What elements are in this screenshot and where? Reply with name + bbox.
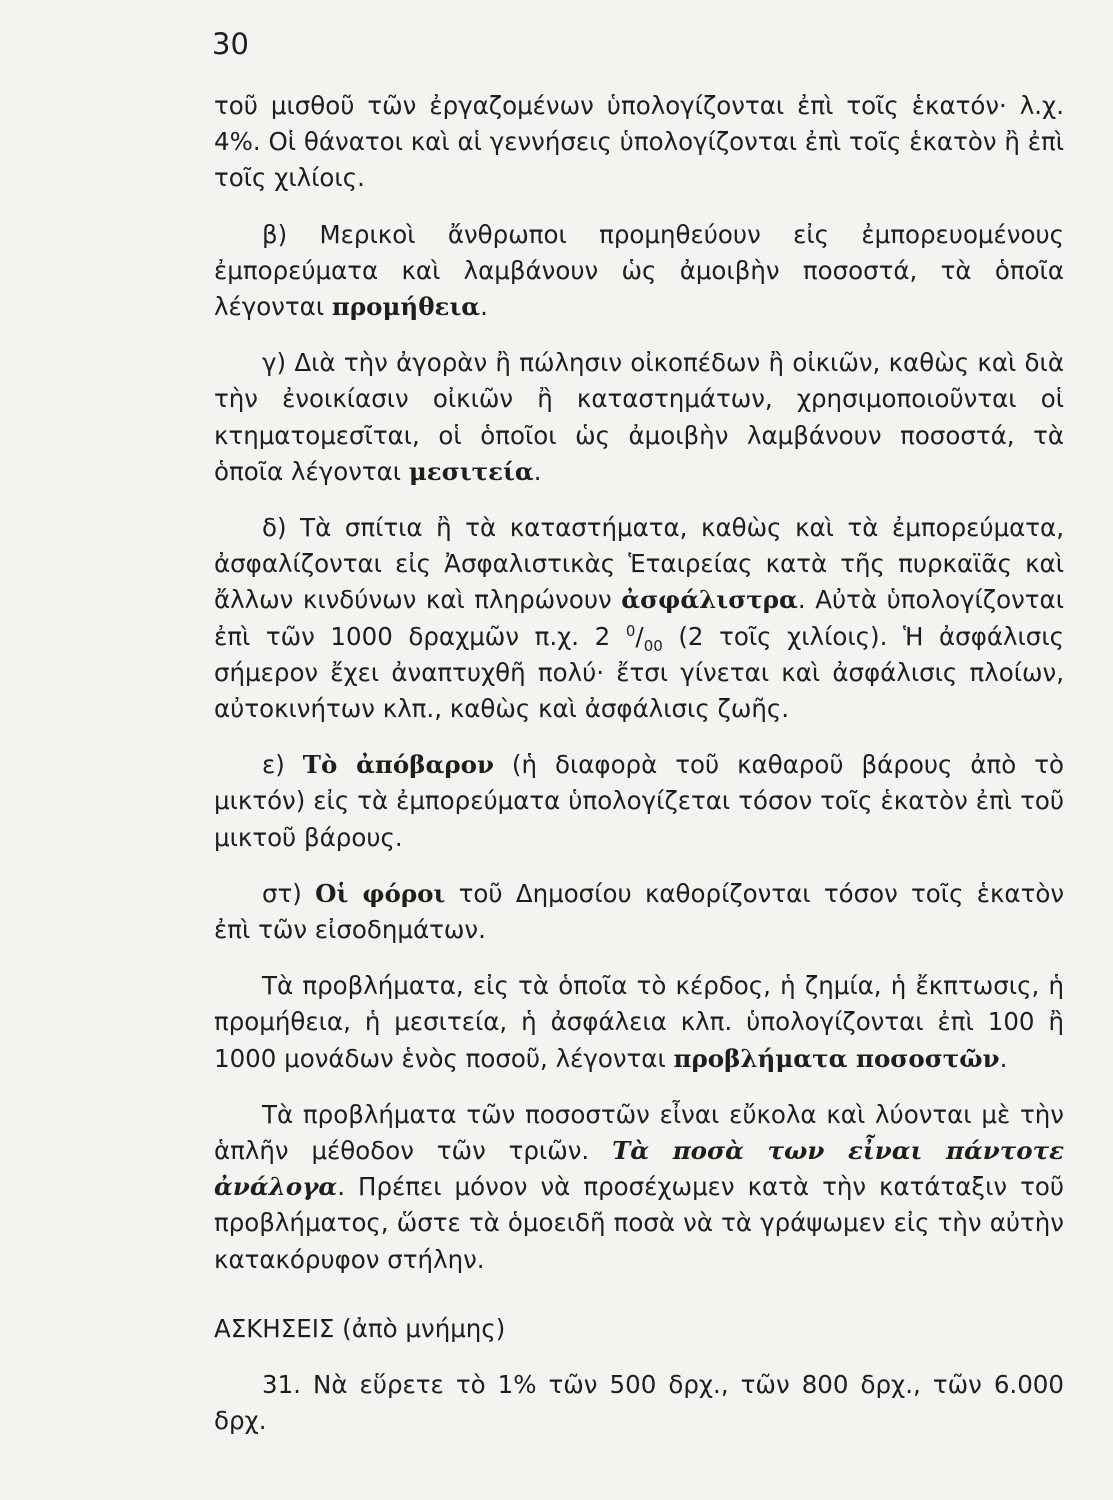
permille-sub: 00 [643, 636, 663, 655]
paragraph-e [214, 747, 1064, 856]
paragraph-d [214, 510, 1064, 727]
permille-slash: / [635, 621, 644, 651]
paragraph-c-text: γ) Διὰ τὴν ἀγορὰν ἢ πώλησιν οἰκοπέδων ἢ οἰκιῶν, καθὼς καὶ διὰ τὴν ἐνοικίασιν οἰκιῶν ἢ καταστημάτων, χρησιμοποιοῦνται οἱ κτηματομεσῖται, οἱ ὁποῖοι ὡς ἀμοιβὴν λαμβάνουν ποσοστά, τὰ ὁποῖα λέγονται [214, 348, 1064, 486]
paragraph-b-text: β) Μερικοὶ ἄνθρωποι προμηθεύουν εἰς ἐμπορευομένους ἐμπορεύματα καὶ λαμβάνουν ὡς ἀμοιβὴν ποσοστά, τὰ ὁποῖα λέγονται [214, 219, 1064, 322]
paragraph-st-label: στ) [262, 878, 316, 908]
term-brokerage: μεσιτεία [408, 456, 534, 486]
exercises-heading: ΑΣΚΗΣΕΙΣ (ἀπὸ μνήμης) [214, 1313, 506, 1343]
term-proportional: Τὰ ποσὰ των εἶναι πάντοτε ἀνάλογα [214, 1136, 1064, 1202]
exercise-31: 31. Νὰ εὕρετε τὸ 1% τῶν 500 δρχ., τῶν 800 δρχ., τῶν 6.000 δρχ. [214, 1370, 1064, 1436]
intro-paragraph: τοῦ μισθοῦ τῶν ἐργαζομένων ὑπολογίζονται ἐπὶ τοῖς ἑκατόν· λ.χ. 4%. Οἱ θάνατοι καὶ αἱ γεννήσεις ὑπολογίζονται ἐπὶ τοῖς ἑκατὸν ἢ ἐπὶ τοῖς χιλίοις. [214, 91, 1064, 193]
term-premiums: ἀσφάλιστρα [621, 585, 798, 615]
paragraph-d-mid: . Αὐτὰ ὑπολογίζονται ἐπὶ τῶν 1000 δραχμῶν π.χ. 2 [214, 585, 1064, 651]
paragraph-d-text: δ) Τὰ σπίτια ἢ τὰ καταστήματα, καθὼς καὶ τὰ ἐμπορεύματα, ἀσφαλίζονται εἰς Ἀσφαλιστικὰς Ἑταιρείας κατὰ τῆς πυρκαϊᾶς καὶ ἄλλων κινδύνων καὶ πληρώνουν [214, 513, 1064, 615]
paragraph-d-end: (2 τοῖς χιλίοις). Ἡ ἀσφάλισις σήμερον ἔχει ἀναπτυχθῆ πολύ· ἔτσι γίνεται καὶ ἀσφάλισις πλοίων, αὐτοκινήτων κλπ., καθὼς καὶ ἀσφάλισις ζωῆς. [214, 621, 1064, 724]
paragraph-b [214, 217, 1064, 326]
paragraph-c-end: . [533, 456, 542, 486]
paragraph-st-text: τοῦ Δημοσίου καθορίζονται τόσον τοῖς ἑκατὸν ἐπὶ τῶν εἰσοδημάτων. [214, 878, 1064, 945]
paragraph-st [214, 876, 1064, 948]
term-percentage-problems: προβλήματα ποσοστῶν [673, 1043, 1000, 1073]
term-commission: προμήθεια [331, 292, 481, 322]
paragraph-method-text: Τὰ προβλήματα τῶν ποσοστῶν εἶναι εὔκολα καὶ λύονται μὲ τὴν ἁπλῆν μέθοδον τῶν τριῶν. [214, 1099, 1064, 1166]
term-taxes: Οἱ φόροι [315, 878, 446, 908]
permille-sup: 0 [625, 621, 636, 640]
paragraph-method [214, 1097, 1064, 1278]
paragraph-problems-text: Τὰ προβλήματα, εἰς τὰ ὁποῖα τὸ κέρδος, ἡ ζημία, ἡ ἔκπτωσις, ἡ προμήθεια, ἡ μεσιτεία, ἡ ἀσφάλεια κλπ. ὑπολογίζονται ἐπὶ 100 ἢ 1000 μονάδων ἑνὸς ποσοῦ, λέγονται [214, 971, 1064, 1073]
page-body [214, 88, 1064, 1440]
paragraph-c [214, 345, 1064, 490]
paragraph-e-text: (ἡ διαφορὰ τοῦ καθαροῦ βάρους ἀπὸ τὸ μικτόν) εἰς τὰ ἐμπορεύματα ὑπολογίζεται τόσον τοῖς ἑκατὸν ἐπὶ τοῦ μικτοῦ βάρους. [214, 750, 1064, 852]
paragraph-problems [214, 968, 1064, 1077]
paragraph-problems-end: . [999, 1043, 1008, 1073]
term-tare: Τὸ ἀπόβαρον [302, 750, 494, 780]
paragraph-e-label: ε) [262, 750, 303, 780]
page-number: 30 [212, 27, 249, 61]
paragraph-method-end: . Πρέπει μόνον νὰ προσέχωμεν κατὰ τὴν κατάταξιν τοῦ προβλήματος, ὥστε τὰ ὁμοειδῆ ποσὰ νὰ τὰ γράψωμεν εἰς τὴν αὐτὴν κατακόρυφον στήλην. [214, 1172, 1064, 1274]
paragraph-b-end: . [480, 292, 488, 322]
